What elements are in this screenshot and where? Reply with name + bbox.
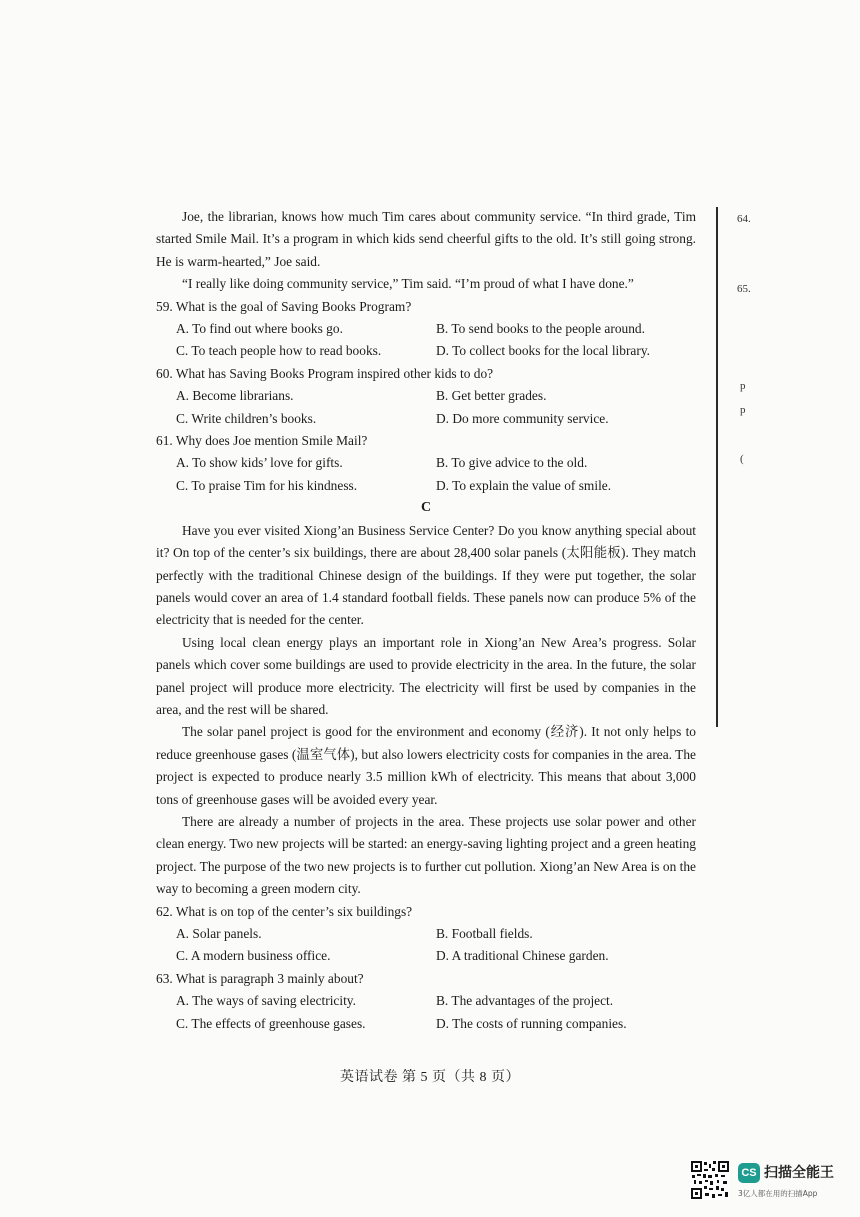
option-d: D. A traditional Chinese garden. [436,948,609,964]
passage-c-paragraph-3: The solar panel project is good for the environment and economy (经济). It not only helps to reduce greenhouse gases (温室气体), but also lowers electricity costs for companies in the area. The project is expected to produce nearly 3.5 million kWh of electricity. This means that about 3,000 tons of greenhouse gases will be avoided every year. [156,724,696,807]
question-stem: 63. What is paragraph 3 mainly about? [156,970,364,986]
option-b: B. To give advice to the old. [436,455,588,471]
passage-b-paragraph-2: “I really like doing community service,” Tim said. “I’m proud of what I have done.” [182,276,634,292]
option-a: A. To show kids’ love for gifts. [176,455,343,471]
option-d: D. To explain the value of smile. [436,477,612,493]
question-61 [156,430,696,497]
option-d: D. The costs of running companies. [436,1015,627,1031]
passage-c-paragraph-4: There are already a number of projects in the area. These projects use solar power and other clean energy. Two new projects will be started: an energy-saving lighting project and a green heating project. The purpose of the two new projects is to further cut pollution. Xiong’an New Area is on the way to becoming a green modern city. [156,813,696,897]
scanner-logo: CS [738,1163,760,1183]
margin-mark-64: 64. [737,213,751,225]
question-63 [156,968,696,1035]
section-heading-c: C [420,500,432,516]
passage-c-paragraph-1: Have you ever visited Xiong’an Business Service Center? Do you know anything special about it? On top of the center’s six buildings, there are about 28,400 solar panels (太阳能板). They match perfectly with the traditional Chinese design of the buildings. If they were put together, the solar panels would cover an area of 1.4 standard football fields. These panels now can produce 5% of the electricity that is needed for the center. [156,522,696,628]
question-stem: 60. What has Saving Books Program inspired other kids to do? [156,365,494,381]
question-stem: 59. What is the goal of Saving Books Program? [156,298,412,314]
option-a: A. Solar panels. [176,926,262,941]
question-59 [156,296,696,363]
margin-mark-65: 65. [737,283,751,295]
option-b: B. Football fields. [436,926,533,941]
passage-c-paragraph-2: Using local clean energy plays an important role in Xiong’an New Area’s progress. Solar panels which cover some buildings are used to provide electricity in the area. In the future, the solar panel project will produce more electricity. The electricity will first be used by companies in the area, and the rest will be shared. [156,634,696,717]
text-column [156,206,696,1035]
question-stem: 62. What is on top of the center’s six buildings? [156,903,413,919]
option-d: D. To collect books for the local library. [436,343,650,359]
option-c: C. To teach people how to read books. [176,343,382,359]
option-a: A. Become librarians. [176,388,294,404]
option-c: C. To praise Tim for his kindness. [176,477,358,493]
page-footer: 英语试卷 第 5 页（共 8 页） [340,1070,520,1085]
scanner-app-name: 扫描全能王 [764,1165,834,1181]
passage-b-paragraph-1: Joe, the librarian, knows how much Tim cares about community service. “In third grade, Tim started Smile Mail. It’s a program in which kids send cheerful gifts to the old. It’s still going strong. He is warm-hearted,” Joe said. [156,209,696,269]
margin-mark-p2: p [740,404,746,416]
margin-mark-paren: ( [740,453,744,465]
option-c: C. A modern business office. [176,948,331,964]
question-60 [156,363,696,430]
option-b: B. To send books to the people around. [436,321,645,337]
option-b: B. The advantages of the project. [436,993,614,1009]
option-c: C. Write children’s books. [176,410,317,426]
option-a: A. To find out where books go. [176,321,343,337]
option-a: A. The ways of saving electricity. [176,993,356,1009]
option-d: D. Do more community service. [436,410,609,426]
question-stem: 61. Why does Joe mention Smile Mail? [156,433,368,449]
option-b: B. Get better grades. [436,388,547,404]
margin-mark-p1: p [740,380,746,392]
column-divider [716,207,718,727]
qr-code-icon [690,1160,730,1200]
question-62 [156,901,696,968]
scanner-tagline: 3亿人都在用的扫描App [738,1189,818,1198]
option-c: C. The effects of greenhouse gases. [176,1015,366,1031]
